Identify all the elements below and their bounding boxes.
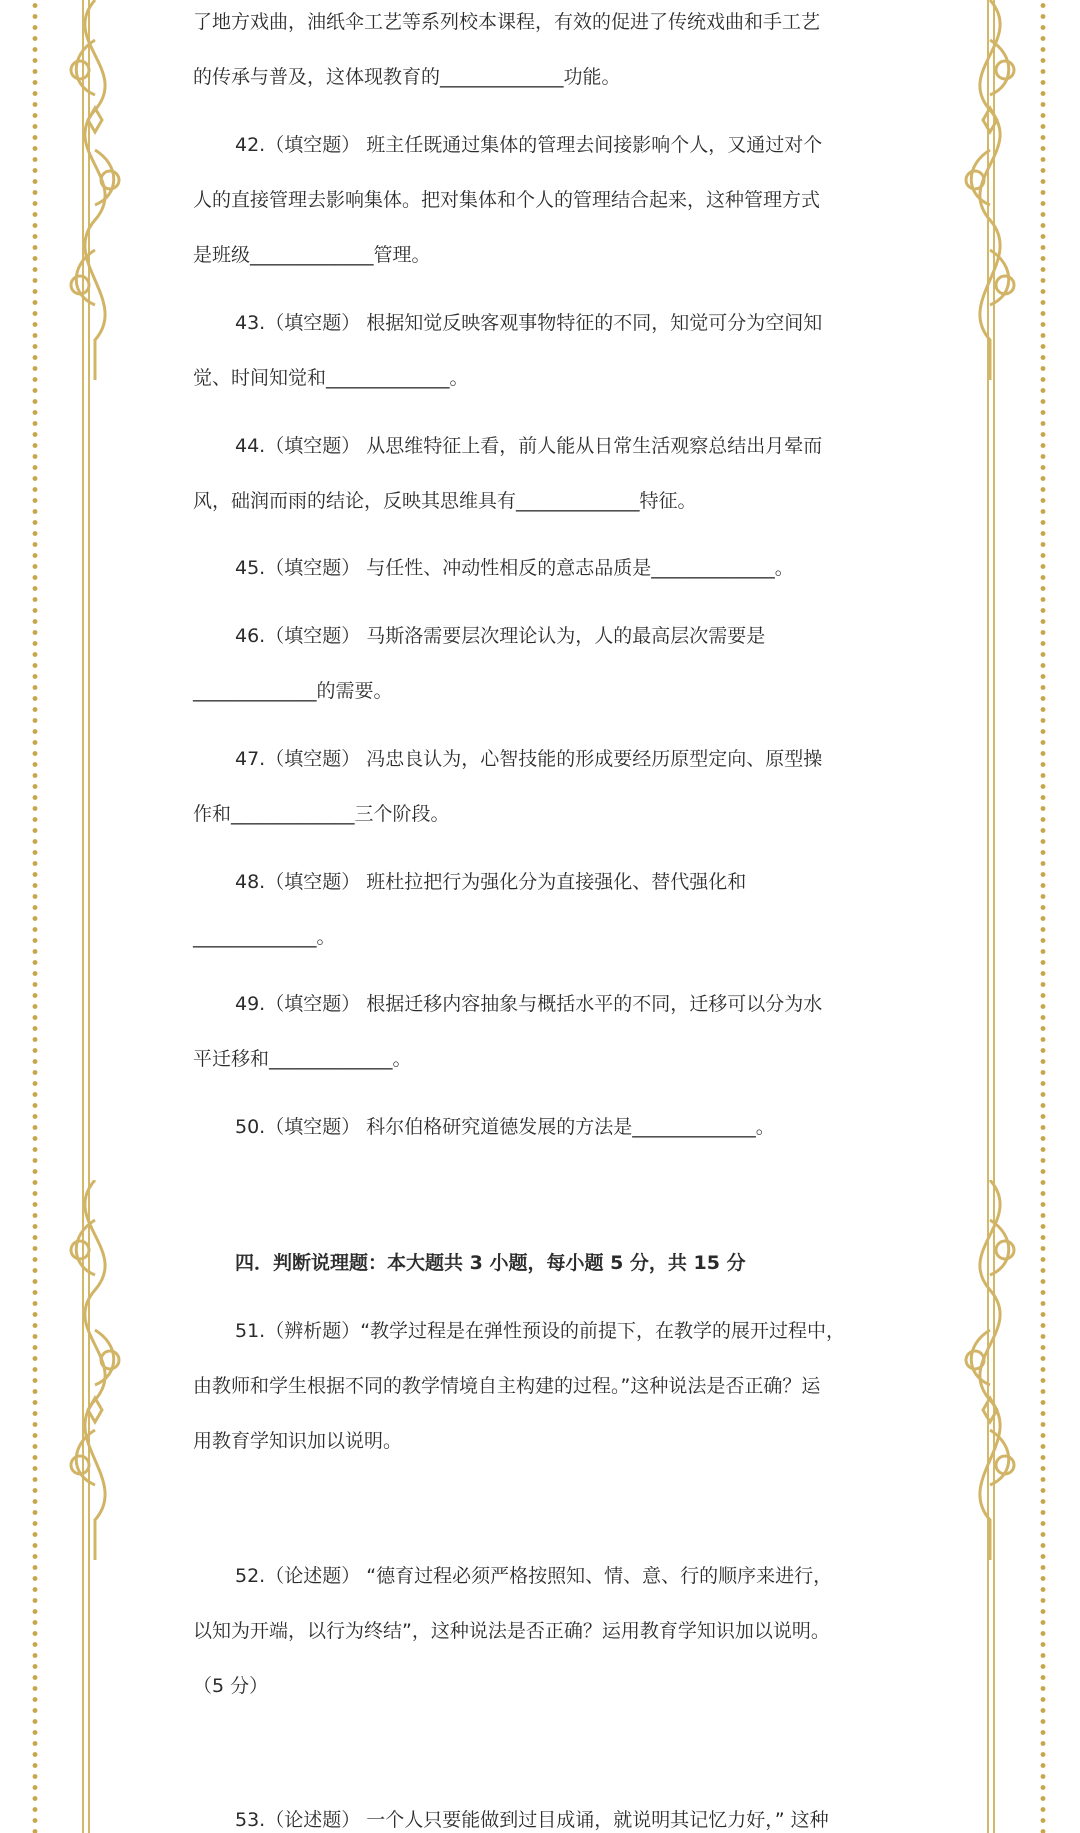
q50-line1: 50.（填空题） 科尔伯格研究道德发展的方法是_____________。	[235, 1116, 775, 1138]
right-top-ornament-icon	[935, 0, 1045, 380]
q43-line2: 觉、时间知觉和_____________。	[193, 367, 469, 389]
q51-line1: 51.（辨析题）“教学过程是在弹性预设的前提下，在教学的展开过程中，	[235, 1320, 846, 1342]
q44-line2: 风，础润而雨的结论，反映其思维具有_____________特征。	[193, 490, 697, 512]
q51-line3: 用教育学知识加以说明。	[193, 1430, 403, 1452]
q53-line1: 53.（论述题） 一个人只要能做到过目成诵，就说明其记忆力好，” 这种	[235, 1809, 829, 1831]
q52-line3: （5 分）	[193, 1675, 269, 1697]
right-bottom-ornament-icon	[935, 1180, 1045, 1560]
left-bottom-ornament-icon	[40, 1180, 150, 1560]
section-4-heading: 四．判断说理题：本大题共 3 小题，每小题 5 分，共 15 分	[235, 1252, 746, 1274]
q42-line1: 42.（填空题） 班主任既通过集体的管理去间接影响个人，又通过对个	[235, 134, 823, 156]
q47-line2: 作和_____________三个阶段。	[193, 803, 450, 825]
q47-line1: 47.（填空题） 冯忠良认为，心智技能的形成要经历原型定向、原型操	[235, 748, 823, 770]
q41-line2: 的传承与普及，这体现教育的_____________功能。	[193, 66, 621, 88]
q48-line2: _____________。	[193, 926, 336, 948]
left-top-ornament-icon	[40, 0, 150, 380]
q51-line2: 由教师和学生根据不同的教学情境自主构建的过程。”这种说法是否正确？运	[193, 1375, 821, 1397]
q49-line1: 49.（填空题） 根据迁移内容抽象与概括水平的不同，迁移可以分为水	[235, 993, 823, 1015]
q46-line2: _____________的需要。	[193, 680, 393, 702]
q44-line1: 44.（填空题） 从思维特征上看，前人能从日常生活观察总结出月晕而	[235, 435, 823, 457]
q41-line1: 了地方戏曲，油纸伞工艺等系列校本课程，有效的促进了传统戏曲和手工艺	[193, 11, 821, 33]
q42-line2: 人的直接管理去影响集体。把对集体和个人的管理结合起来，这种管理方式	[193, 189, 821, 211]
q52-line1: 52.（论述题） “德育过程必须严格按照知、情、意、行的顺序来进行，	[235, 1565, 833, 1587]
q48-line1: 48.（填空题） 班杜拉把行为强化分为直接强化、替代强化和	[235, 871, 747, 893]
q43-line1: 43.（填空题） 根据知觉反映客观事物特征的不同，知觉可分为空间知	[235, 312, 823, 334]
left-dotted-border	[32, 0, 38, 1833]
q45-line1: 45.（填空题） 与任性、冲动性相反的意志品质是_____________。	[235, 557, 794, 579]
q52-line2: 以知为开端，以行为终结”，这种说法是否正确？运用教育学知识加以说明。	[193, 1620, 830, 1642]
q42-line3: 是班级_____________管理。	[193, 244, 431, 266]
q49-line2: 平迁移和_____________。	[193, 1048, 412, 1070]
q46-line1: 46.（填空题） 马斯洛需要层次理论认为，人的最高层次需要是	[235, 625, 766, 647]
